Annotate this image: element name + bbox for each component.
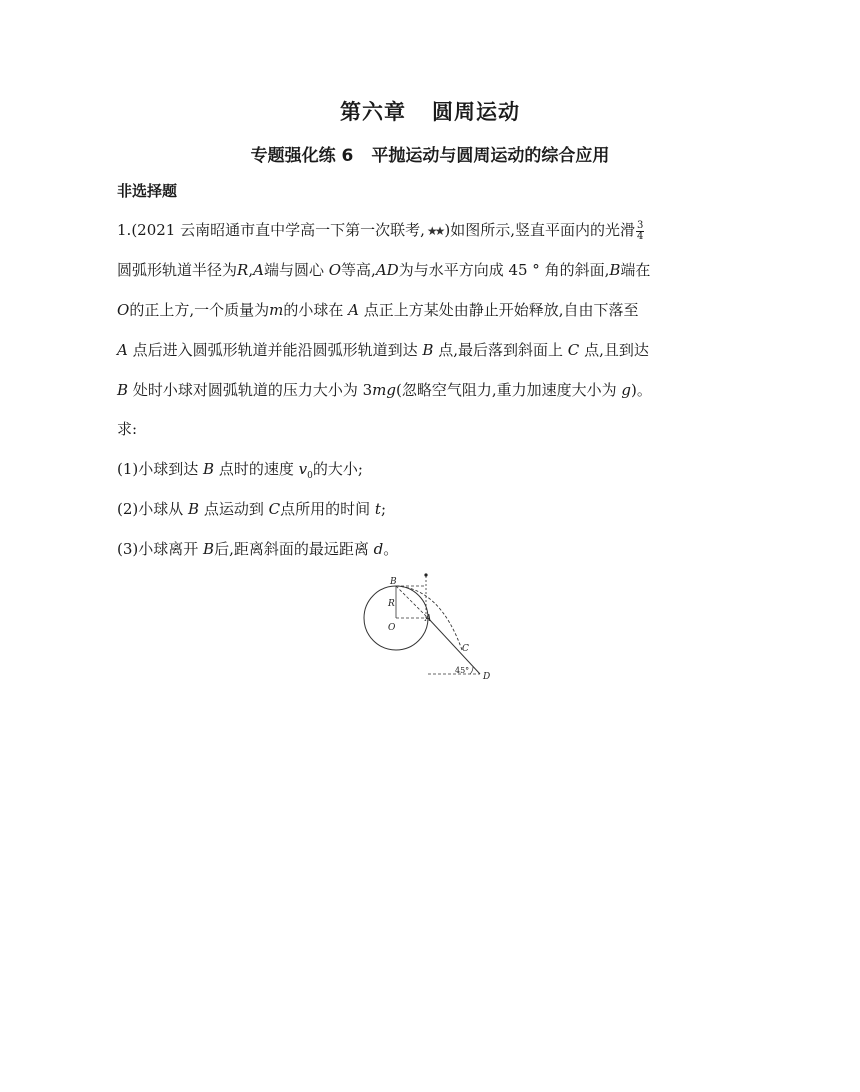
text: (忽略空气阻力,重力加速度大小为 <box>395 381 617 399</box>
text: (3)小球离开 <box>117 540 199 558</box>
text: 处时小球对圆弧轨道的压力大小为 3 <box>132 381 373 399</box>
text: (2)小球从 <box>117 500 184 518</box>
fraction-denominator: 4 <box>637 230 644 242</box>
var-C: C <box>567 341 580 359</box>
section-title <box>0 141 860 166</box>
text: 点运动到 <box>203 500 264 518</box>
label-R: R <box>388 599 395 609</box>
var-O: O <box>328 261 342 279</box>
label-B: B <box>390 577 397 587</box>
text: 点所用的时间 <box>280 500 371 518</box>
problem-line-6: 求: <box>117 420 138 438</box>
text: 的正上方,一个质量为 <box>129 301 270 319</box>
text: 为与水平方向成 45 ° 角的斜面, <box>398 261 610 279</box>
var-O: O <box>117 301 130 319</box>
var-A: A <box>348 301 359 319</box>
fraction-three-quarters <box>636 221 644 242</box>
angle-arc <box>470 667 473 674</box>
var-R: R <box>237 261 249 279</box>
var-B: B <box>609 261 621 279</box>
var-v: v <box>298 460 308 478</box>
text: (1)小球到达 <box>117 460 199 478</box>
problem-text: 如图所示,竖直平面内的光滑 <box>450 221 636 239</box>
var-t: t <box>374 500 381 518</box>
text: 的小球在 <box>283 301 344 319</box>
text: 点后进入圆弧形轨道并能沿圆弧形轨道到达 <box>132 341 418 359</box>
physics-diagram <box>352 566 502 686</box>
problem-line-2 <box>117 260 650 280</box>
chapter-topic: 圆周运动 <box>432 100 520 124</box>
section-topic: 平抛运动与圆周运动的综合应用 <box>371 146 610 166</box>
text: 端与圆心 <box>263 261 324 279</box>
text: , <box>248 261 254 279</box>
release-point <box>424 573 427 576</box>
sub-question-1 <box>117 459 363 486</box>
label-O: O <box>388 623 396 633</box>
label-C: C <box>462 644 469 654</box>
problem-source: (2021 云南昭通市直中学高一下第一次联考, <box>131 221 425 239</box>
problem-line-4 <box>117 340 649 360</box>
var-A: A <box>117 341 128 359</box>
label-angle: 45° <box>455 666 470 675</box>
problem-line-1 <box>117 220 644 242</box>
text: 点正上方某处由静止开始释放,自由下落至 <box>363 301 639 319</box>
problem-number: 1. <box>117 221 132 239</box>
question-category: 非选择题 <box>117 182 178 200</box>
sub-question-2 <box>117 499 386 519</box>
text: 等高, <box>341 261 376 279</box>
text: 点时的速度 <box>218 460 294 478</box>
problem-line-3 <box>117 300 639 320</box>
var-C: C <box>268 500 281 518</box>
text: 。 <box>383 540 399 558</box>
var-mg: mg <box>372 381 396 399</box>
text: 点,且到达 <box>584 341 649 359</box>
fraction-numerator: 3 <box>637 219 644 231</box>
source-close: ) <box>444 221 451 239</box>
text: 圆弧形轨道半径为 <box>117 261 238 279</box>
text: )。 <box>630 381 652 399</box>
var-B: B <box>422 341 434 359</box>
subscript-0: 0 <box>307 471 313 481</box>
label-A: A <box>425 614 432 624</box>
var-A: A <box>253 261 264 279</box>
var-B: B <box>203 540 215 558</box>
var-AD: AD <box>375 261 399 279</box>
var-g: g <box>621 381 631 399</box>
var-B: B <box>188 500 200 518</box>
text: 后,距离斜面的最远距离 <box>214 540 369 558</box>
text: 的大小; <box>312 460 363 478</box>
section-number: 专题强化练 6 <box>250 146 354 166</box>
chapter-number: 第六章 <box>340 100 406 124</box>
text: 点,最后落到斜面上 <box>438 341 564 359</box>
var-B: B <box>203 460 215 478</box>
var-m: m <box>269 301 284 319</box>
var-B: B <box>117 381 129 399</box>
chapter-title <box>0 96 860 126</box>
text: 端在 <box>620 261 651 279</box>
problem-line-5 <box>117 380 652 400</box>
incline-AD <box>428 618 480 674</box>
var-d: d <box>373 540 384 558</box>
difficulty-star-icon: ★★ <box>426 224 443 238</box>
sub-question-3 <box>117 539 398 559</box>
label-D: D <box>483 672 491 682</box>
text: ; <box>380 500 387 518</box>
